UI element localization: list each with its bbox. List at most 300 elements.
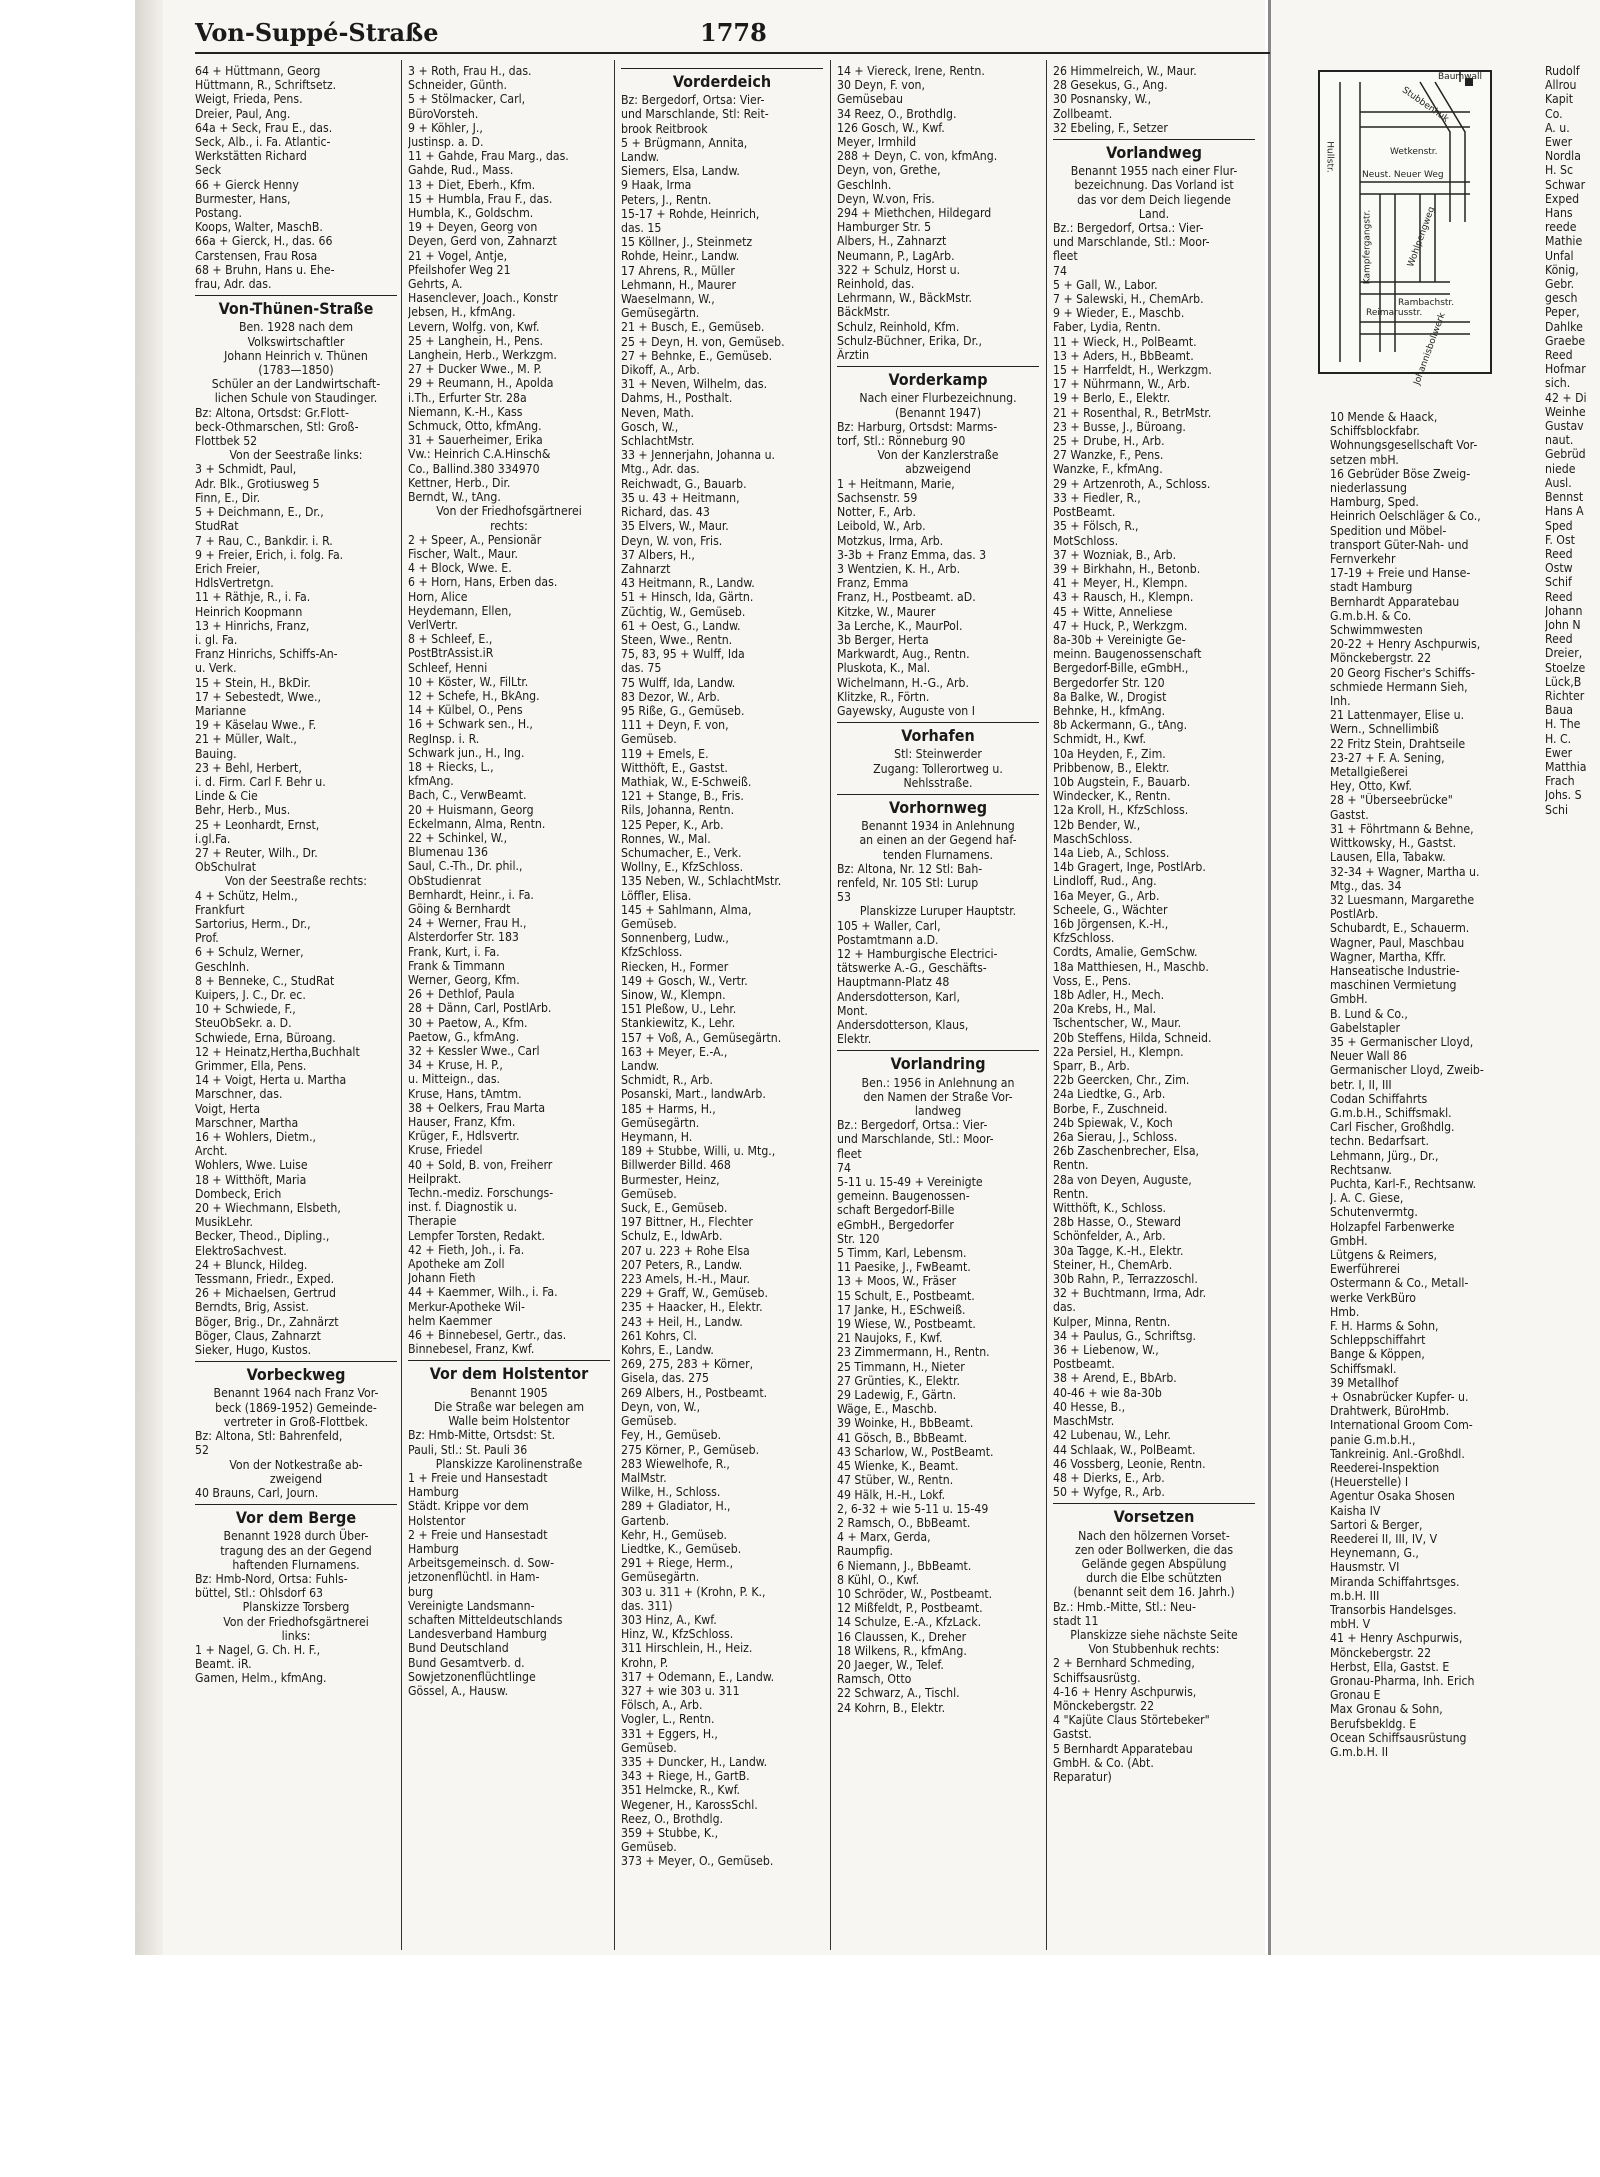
directory-entry: 15 + Humbla, Frau F., das.	[408, 191, 553, 206]
directory-entry: 5-11 u. 15-49 + Vereinigte	[837, 1175, 983, 1190]
street-note: Von Stubbenhuk rechts:	[1088, 1642, 1220, 1657]
directory-entry: 20 + Wiechmann, Elsbeth,	[195, 1201, 341, 1216]
directory-entry: Metallgießerei	[1330, 765, 1408, 780]
directory-entry: 12 + Hamburgische Electrici-	[837, 946, 998, 961]
page-header	[195, 18, 1270, 52]
directory-entry: 16 Gebrüder Böse Zweig-	[1330, 466, 1471, 481]
directory-entry: 322 + Schulz, Horst u.	[837, 262, 961, 277]
directory-entry: Schwiede, Erna, Büroang.	[195, 1030, 336, 1045]
directory-entry: Städt. Krippe vor dem	[408, 1499, 529, 1514]
directory-entry: Mont.	[837, 1003, 868, 1018]
directory-entry: Zollbeamt.	[1053, 106, 1113, 121]
directory-entry: 30 + Paetow, A., Kfm.	[408, 1015, 528, 1030]
directory-entry: StudRat	[195, 519, 239, 534]
directory-entry: Hamburg, Sped.	[1330, 495, 1419, 510]
directory-entry: 7 + Salewski, H., ChemArb.	[1053, 292, 1204, 307]
directory-entry: Kulper, Minna, Rentn.	[1053, 1314, 1171, 1329]
directory-entry: Holzapfel Farbenwerke	[1330, 1219, 1455, 1234]
directory-entry: i.Th., Erfurter Str. 28a	[408, 390, 527, 405]
directory-entry: Horn, Alice	[408, 589, 468, 604]
directory-entry: Fernverkehr	[1330, 552, 1396, 567]
directory-entry: 47 + Huck, P., Werkzgm.	[1053, 618, 1188, 633]
directory-entry: 27 + Behnke, E., Gemüseb.	[621, 348, 773, 363]
directory-entry: Heinrich Oelschläger & Co.,	[1330, 509, 1481, 524]
directory-entry: Bz.: Bergedorf, Ortsa.: Vier-	[1053, 221, 1204, 236]
directory-entry: Schwark jun., H., Ing.	[408, 745, 525, 760]
directory-entry: 39 Metallhof	[1330, 1375, 1399, 1390]
directory-entry: 42 Lubenau, W., Lehr.	[1053, 1428, 1171, 1443]
directory-entry: Gemüseb.	[621, 1186, 677, 1201]
directory-entry: Koops, Walter, MaschB.	[195, 220, 323, 235]
street-note: landweg	[914, 1104, 962, 1119]
directory-entry: 18 + Witthöft, Maria	[195, 1172, 307, 1187]
street-note: Ben. 1928 nach dem	[238, 320, 354, 335]
directory-entry: 2 Ramsch, O., BbBeamt.	[837, 1515, 971, 1530]
directory-entry: Inh.	[1330, 694, 1351, 709]
directory-entry: 13 + Hinrichs, Franz,	[195, 618, 310, 633]
directory-entry: Therapie	[408, 1214, 457, 1229]
directory-entry: Tessmann, Friedr., Exped.	[195, 1272, 335, 1287]
directory-entry: 22b Geercken, Chr., Zim.	[1053, 1073, 1190, 1088]
directory-entry: International Groom Com-	[1330, 1418, 1473, 1433]
directory-entry: Gemüsegärtn.	[621, 1115, 700, 1130]
directory-entry: 45 + Witte, Anneliese	[1053, 604, 1173, 619]
facing-page-entry: Nordla	[1545, 149, 1581, 164]
directory-column-5	[1053, 64, 1255, 1784]
directory-entry: Fey, H., Gemüseb.	[621, 1428, 722, 1443]
street-note: Johann Heinrich v. Thünen	[224, 348, 368, 363]
directory-entry: Bernhardt, Heinr., i. Fa.	[408, 887, 534, 902]
directory-entry: 18b Adler, H., Mech.	[1053, 988, 1165, 1002]
directory-entry: Heinrich Koopmann	[195, 604, 303, 619]
directory-entry: 20b Steffens, Hilda, Schneid.	[1053, 1030, 1212, 1045]
street-note: Planskizze siehe nächste Seite	[1070, 1627, 1238, 1642]
facing-page-entry: Gebrüd	[1545, 447, 1586, 462]
directory-entry: Motzkus, Irma, Arb.	[837, 533, 944, 548]
directory-entry: 32-34 + Wagner, Martha u.	[1330, 864, 1480, 879]
directory-entry: Eckelmann, Alma, Rentn.	[408, 816, 546, 831]
directory-entry: 28b Hasse, O., Steward	[1053, 1215, 1182, 1230]
street-note: Benannt 1955 nach einer Flur-	[1070, 164, 1238, 179]
directory-entry: 261 Kohrs, Cl.	[621, 1328, 698, 1343]
directory-entry: Binnebesel, Franz, Kwf.	[408, 1342, 535, 1357]
directory-entry: BäckMstr.	[837, 305, 890, 320]
directory-entry: 289 + Gladiator, H.,	[621, 1499, 731, 1514]
directory-entry: Rentn.	[1053, 1186, 1089, 1201]
directory-entry: renfeld, Nr. 105 Stl: Lurup	[837, 875, 979, 890]
directory-entry: 12b Bender, W.,	[1053, 817, 1141, 832]
directory-entry: 151 Pleßow, U., Lehr.	[621, 1002, 737, 1017]
directory-entry: 83 Dezor, W., Arb.	[621, 689, 720, 704]
directory-entry: Fischer, Walt., Maur.	[408, 546, 518, 561]
directory-entry: Pluskota, K., Mal.	[837, 661, 931, 676]
directory-entry: 288 + Deyn, C. von, kfmAng.	[837, 149, 998, 164]
directory-entry: Sinow, W., Klempn.	[621, 988, 726, 1002]
directory-entry: Bach, C., VerwBeamt.	[408, 788, 527, 803]
directory-entry: 3 + Schmidt, Paul,	[195, 462, 297, 477]
column-divider	[614, 60, 615, 1950]
facing-page-entry: Baua	[1545, 703, 1573, 718]
directory-entry: 5 + Stölmacker, Carl,	[408, 92, 526, 107]
facing-page-entry: König,	[1545, 262, 1579, 277]
directory-entry: Heymann, H.	[621, 1130, 693, 1145]
street-note: Von der Friedhofsgärtnerei	[436, 504, 582, 519]
directory-entry: Gayewsky, Auguste von I	[837, 703, 975, 718]
sketch-map-drawing	[1320, 72, 1490, 372]
directory-entry: Humbla, K., Goldschm.	[408, 206, 534, 221]
directory-entry: Ronnes, W., Mal.	[621, 831, 711, 846]
directory-entry: 243 + Heil, H., Landw.	[621, 1314, 743, 1329]
directory-entry: Gronau-Pharma, Inh. Erich	[1330, 1674, 1475, 1689]
directory-entry: 25 Timmann, H., Nieter	[837, 1359, 965, 1374]
directory-entry: niederlassung	[1330, 481, 1408, 496]
directory-entry: Schiffsblockfabr.	[1330, 424, 1420, 439]
directory-entry: 31 + Neven, Wilhelm, das.	[621, 377, 768, 392]
directory-entry: Gemüsegärtn.	[621, 306, 700, 321]
directory-entry: Werkstätten Richard	[195, 149, 307, 164]
street-note: Von der Notkestraße ab-	[229, 1457, 363, 1472]
directory-entry: Löffler, Elisa.	[621, 888, 692, 903]
street-heading: Vorlandring	[890, 1054, 986, 1074]
facing-page-entry: 42 + Di	[1545, 390, 1587, 405]
directory-entry: 27 + Ducker Wwe., M. P.	[408, 362, 542, 377]
directory-entry: Sartori & Berger,	[1330, 1517, 1423, 1532]
directory-entry: Merkur-Apotheke Wil-	[408, 1299, 525, 1314]
directory-entry: Sieker, Hugo, Kustos.	[195, 1343, 312, 1358]
street-heading: Vorderkamp	[888, 370, 988, 390]
directory-entry: 207 Peters, R., Landw.	[621, 1257, 743, 1272]
directory-entry: RegInsp. i. R.	[408, 731, 480, 746]
facing-page-entry: Sped	[1545, 518, 1573, 533]
directory-entry: 10 Mende & Haack,	[1330, 410, 1438, 424]
directory-entry: MotSchloss.	[1053, 533, 1119, 548]
directory-entry: Bz.: Hmb.-Mitte, Stl.: Neu-	[1053, 1599, 1196, 1614]
directory-entry: Kitzke, W., Maurer	[837, 604, 936, 619]
directory-entry: Linde & Cie	[195, 789, 258, 804]
directory-entry: i.gl.Fa.	[195, 831, 231, 846]
directory-entry: GmbH. & Co. (Abt.	[1053, 1755, 1154, 1770]
directory-entry: Hasenclever, Joach., Konstr	[408, 291, 558, 306]
directory-entry: 19 Wiese, W., Postbeamt.	[837, 1317, 976, 1332]
directory-entry: Mönckebergstr. 22	[1053, 1698, 1155, 1713]
directory-entry: Schleef, Henni	[408, 660, 488, 675]
directory-entry: Lempfer Torsten, Redakt.	[408, 1228, 546, 1243]
directory-entry: Pfeilshofer Weg 21	[408, 262, 511, 277]
directory-entry: Spedition und Möbel-	[1330, 523, 1447, 538]
directory-entry: 17 Ahrens, R., Müller	[621, 263, 735, 278]
street-heading: Vorsetzen	[1113, 1507, 1195, 1527]
directory-entry: 207 u. 223 + Rohe Elsa	[621, 1243, 750, 1258]
directory-entry: Str. 120	[837, 1231, 880, 1246]
street-note: Von der Seestraße links:	[229, 448, 363, 463]
directory-entry: Langhein, Herb., Werkzgm.	[408, 348, 557, 363]
directory-entry: Andersdotterson, Karl,	[837, 989, 960, 1004]
street-note: Land.	[1138, 206, 1170, 221]
book-spine	[135, 0, 163, 1955]
directory-entry: Marschner, das.	[195, 1087, 283, 1102]
directory-entry: schaften Mitteldeutschlands	[408, 1612, 563, 1627]
facing-page-entry: Ausl.	[1545, 475, 1572, 490]
directory-entry: Germanischer Lloyd, Zweib-	[1330, 1063, 1484, 1078]
directory-entry: B. Lund & Co.,	[1330, 1006, 1408, 1021]
street-heading: Vorhafen	[901, 726, 975, 746]
directory-entry: Gehrts, A.	[408, 277, 463, 292]
directory-entry: Reinhold, das.	[837, 277, 915, 292]
directory-entry: Posanski, Mart., landwArb.	[621, 1087, 766, 1102]
directory-entry: Neuer Wall 86	[1330, 1049, 1407, 1064]
directory-entry: Reez, O., Brothdlg.	[621, 1811, 724, 1826]
directory-entry: Züchtig, W., Gemüseb.	[621, 604, 746, 619]
directory-entry: MaschMstr.	[1053, 1414, 1115, 1429]
directory-entry: u. Verk.	[195, 661, 237, 676]
directory-entry: Landesverband Hamburg	[408, 1627, 547, 1642]
directory-entry: 49 Hälk, H.-H., Lokf.	[837, 1487, 946, 1502]
directory-entry: Wegener, H., KarossSchl.	[621, 1797, 758, 1812]
directory-entry: 50 + Wyfge, R., Arb.	[1053, 1485, 1165, 1500]
directory-entry: 21 Naujoks, F., Kwf.	[837, 1331, 943, 1346]
directory-entry: Gemüseb.	[621, 732, 677, 747]
directory-entry: Bz: Altona, Nr. 12 Stl: Bah-	[837, 861, 983, 876]
directory-entry: Schubardt, E., Schauerm.	[1330, 921, 1470, 936]
directory-entry: Vogler, L., Rentn.	[621, 1712, 715, 1727]
directory-entry: Gemüseb.	[621, 1840, 677, 1855]
directory-entry: 311 Hirschlein, H., Heiz.	[621, 1641, 753, 1656]
directory-entry: 5 + Brügmann, Annita,	[621, 135, 748, 150]
directory-entry: Wagner, Martha, Kffr.	[1330, 949, 1447, 964]
directory-entry: Stankiewitz, K., Lehr.	[621, 1016, 736, 1031]
directory-entry: 42 + Fieth, Joh., i. Fa.	[408, 1242, 525, 1257]
directory-entry: Rohde, Heinr., Landw.	[621, 249, 740, 264]
directory-entry: 30 Deyn, F. von,	[837, 78, 925, 93]
directory-entry: Blumenau 136	[408, 845, 488, 860]
directory-entry: Bz: Bergedorf, Ortsa: Vier-	[621, 93, 765, 108]
street-note: tragung des an der Gegend	[220, 1543, 372, 1558]
directory-entry: Schumacher, E., Verk.	[621, 845, 742, 860]
directory-entry: 74	[837, 1160, 851, 1175]
directory-entry: Niemann, K.-H., Kass	[408, 404, 523, 419]
directory-entry: Gemüsegärtn.	[621, 1570, 700, 1585]
directory-entry: Gahde, Rud., Mass.	[408, 163, 514, 178]
directory-entry: Schmidt, H., Kwf.	[1053, 732, 1146, 747]
directory-entry: Postamtmann a.D.	[837, 932, 939, 947]
directory-entry: Vw.: Heinrich C.A.Hinsch&	[408, 447, 551, 462]
facing-page-entry: Co.	[1545, 106, 1563, 121]
directory-entry: 24a Liedtke, G., Arb.	[1053, 1087, 1166, 1102]
directory-entry: Elektr.	[837, 1032, 872, 1047]
directory-entry: 23 + Busse, J., Büroang.	[1053, 419, 1186, 434]
directory-entry: 33 + Jennerjahn, Johanna u.	[621, 448, 776, 463]
directory-entry: Levern, Wolfg. von, Kwf.	[408, 319, 540, 334]
directory-entry: 6 + Schulz, Werner,	[195, 945, 304, 960]
map-label: Baumwall	[1438, 72, 1483, 82]
directory-entry: tätswerke A.-G., Geschäfts-	[837, 961, 987, 976]
directory-entry: Marianne	[195, 703, 247, 718]
facing-page-entry: Kapit	[1545, 92, 1573, 107]
street-note: das vor dem Deich liegende	[1077, 192, 1231, 207]
directory-entry: Schönfelder, A., Arb.	[1053, 1229, 1166, 1244]
directory-entry: 303 u. 311 + (Krohn, P. K.,	[621, 1584, 766, 1599]
directory-entry: Hmb.	[1330, 1304, 1360, 1319]
directory-entry: 3 + Roth, Frau H., das.	[408, 64, 532, 78]
directory-entry: 6 + Horn, Hans, Erben das.	[408, 575, 558, 590]
directory-entry: 26a Sierau, J., Schloss.	[1053, 1130, 1178, 1145]
directory-entry: Lehmann, Jürg., Dr.,	[1330, 1148, 1439, 1163]
directory-entry: 75 Wulff, Ida, Landw.	[621, 675, 736, 690]
directory-entry: 3b Berger, Herta	[837, 632, 929, 647]
directory-entry: m.b.H. III	[1330, 1588, 1380, 1603]
directory-entry: Frank, Kurt, i. Fa.	[408, 944, 500, 959]
directory-entry: Mönckebergstr. 22	[1330, 1645, 1432, 1660]
directory-entry: Deyn, von, W.,	[621, 1399, 701, 1414]
facing-page-entry: Dahlke	[1545, 319, 1583, 334]
facing-page-entry: Ostw	[1545, 561, 1573, 576]
facing-page-entry: Weinhe	[1545, 404, 1586, 419]
directory-entry: Kuipers, J. C., Dr. ec.	[195, 988, 306, 1002]
directory-entry: 25 + Leonhardt, Ernst,	[195, 817, 320, 832]
directory-entry: 37 Albers, H.,	[621, 547, 695, 562]
directory-entry: Co., Ballind.380 334970	[408, 461, 540, 476]
directory-entry: Heilprakt.	[408, 1171, 462, 1186]
directory-entry: 2 + Freie und Hansestadt	[408, 1527, 548, 1542]
directory-entry: Weigt, Frieda, Pens.	[195, 92, 303, 107]
directory-entry: 17 + Nührmann, W., Arb.	[1053, 377, 1191, 392]
directory-entry: 39 + Birkhahn, H., Betonb.	[1053, 561, 1201, 576]
directory-entry: 66a + Gierck, H., das. 66	[195, 234, 333, 249]
directory-entry: Gisela, das. 275	[621, 1371, 710, 1386]
directory-entry: Gemüseb.	[621, 1740, 677, 1755]
directory-entry: Tschentscher, W., Maur.	[1053, 1016, 1182, 1031]
directory-entry: Bz: Altona, Ortsdst: Gr.Flott-	[195, 405, 349, 420]
directory-entry: 8 + Benneke, C., StudRat	[195, 973, 335, 988]
directory-entry: Wanzke, F., kfmAng.	[1053, 462, 1163, 477]
directory-entry: i. gl. Fa.	[195, 632, 238, 647]
directory-entry: Finn, E., Dir.	[195, 490, 261, 505]
facing-page-entry: naut.	[1545, 433, 1574, 448]
directory-entry: und Marschlande, Stl: Reit-	[621, 107, 769, 122]
directory-entry: 43 Scharlow, W., PostBeamt.	[837, 1444, 994, 1459]
directory-entry: Sparr, B., Arb.	[1053, 1059, 1130, 1074]
directory-entry: 29 + Artzenroth, A., Schloss.	[1053, 476, 1211, 491]
directory-entry: KfzSchloss.	[1053, 931, 1115, 946]
directory-entry: Witthöft, K., Schloss.	[1053, 1201, 1167, 1216]
directory-entry: 44 Schlaak, W., PolBeamt.	[1053, 1442, 1196, 1457]
column-divider	[830, 60, 831, 1950]
directory-entry: Schutenvermtg.	[1330, 1205, 1418, 1220]
directory-entry: 18a Matthiesen, H., Maschb.	[1053, 959, 1209, 974]
directory-entry: 269, 275, 283 + Körner,	[621, 1357, 754, 1372]
directory-entry: Kettner, Herb., Dir.	[408, 475, 511, 490]
directory-entry: 25 + Deyn, H. von, Gemüseb.	[621, 334, 785, 349]
directory-entry: Reichwadt, G., Bauarb.	[621, 476, 747, 491]
directory-entry: 24 + Blunck, Hildeg.	[195, 1257, 308, 1272]
directory-entry: Hamburg	[408, 1541, 459, 1556]
directory-entry: 4 + Marx, Gerda,	[837, 1530, 931, 1545]
directory-entry: 22a Persiel, H., Klempn.	[1053, 1044, 1184, 1059]
directory-entry: und Marschlande, Stl.: Moor-	[1053, 235, 1210, 250]
street-note: beck (1869-1952) Gemeinde-	[215, 1400, 377, 1415]
directory-entry: Kaisha IV	[1330, 1503, 1381, 1518]
directory-entry: Klitzke, R., Förtn.	[837, 689, 930, 704]
directory-entry: 335 + Duncker, H., Landw.	[621, 1754, 768, 1769]
directory-entry: Lehmann, H., Maurer	[621, 277, 736, 292]
directory-entry: Franz Hinrichs, Schiffs-An-	[195, 647, 338, 662]
directory-entry: Vereinigte Landsmann-	[408, 1598, 535, 1613]
directory-entry: Jebsen, H., kfmAng.	[408, 305, 516, 320]
directory-entry: 15 + Harrfeldt, H., Werkzgm.	[1053, 363, 1212, 378]
directory-entry: 27 Wanzke, F., Pens.	[1053, 448, 1164, 463]
directory-entry: Suck, E., Gemüseb.	[621, 1201, 728, 1216]
directory-entry: 11 Paesike, J., FwBeamt.	[837, 1260, 971, 1275]
directory-entry: 9 + Freier, Erich, i. folg. Fa.	[195, 547, 344, 562]
directory-entry: Burmester, Hans,	[195, 191, 291, 206]
directory-entry: setzen mbH.	[1330, 452, 1399, 467]
directory-entry: 8 Kühl, O., Kwf.	[837, 1572, 920, 1587]
directory-entry: Bund Gesamtverb. d.	[408, 1655, 525, 1670]
street-note: Zugang: Tollerortweg u.	[873, 761, 1003, 776]
directory-entry: Gartenb.	[621, 1513, 670, 1528]
directory-entry: 61 + Oest, G., Landw.	[621, 618, 741, 633]
directory-entry: 12a Kroll, H., KfzSchloss.	[1053, 803, 1189, 818]
directory-entry: 121 + Stange, B., Fris.	[621, 789, 744, 804]
facing-page-entry: Reed	[1545, 546, 1573, 561]
directory-entry: Ostermann & Co., Metall-	[1330, 1276, 1469, 1291]
directory-entry: Alsterdorfer Str. 183	[408, 930, 519, 945]
facing-page-entry: Graebe	[1545, 333, 1586, 348]
directory-entry: Raumpfig.	[837, 1544, 894, 1559]
directory-entry: Liedtke, K., Gemüseb.	[621, 1541, 742, 1556]
directory-entry: 275 Körner, P., Gemüseb.	[621, 1442, 760, 1457]
directory-entry: Landw.	[621, 150, 660, 165]
directory-entry: Meyer, Irmhild	[837, 135, 917, 150]
directory-entry: Mtg., Adr. das.	[621, 462, 700, 477]
street-note: Von der Kanzlerstraße	[877, 448, 999, 463]
facing-page-entry: H. The	[1545, 717, 1581, 732]
directory-entry: Behr, Herb., Mus.	[195, 803, 291, 818]
directory-entry: panie G.m.b.H.,	[1330, 1432, 1416, 1447]
directory-entry: KfzSchloss.	[621, 945, 683, 960]
street-note: Nehlsstraße.	[903, 775, 973, 790]
directory-entry: Paetow, G., kfmAng.	[408, 1029, 520, 1044]
directory-entry: Borbe, F., Zuschneid.	[1053, 1101, 1168, 1116]
directory-entry: Albers, H., Zahnarzt	[837, 234, 947, 249]
directory-entry: 23-27 + F. A. Sening,	[1330, 750, 1445, 765]
street-heading: Vorhornweg	[888, 797, 988, 817]
directory-entry: Ramsch, Otto	[837, 1672, 912, 1687]
directory-entry: 1 + Nagel, G. Ch. H. F.,	[195, 1642, 321, 1657]
directory-entry: Adr. Blk., Grotiusweg 5	[195, 476, 320, 491]
directory-entry: Schmuck, Otto, kfmAng.	[408, 419, 542, 434]
directory-entry: schmiede Hermann Sieh,	[1330, 679, 1468, 694]
directory-entry: Pauli, Stl.: St. Pauli 36	[408, 1442, 528, 1457]
directory-entry: Bund Deutschland	[408, 1641, 509, 1656]
directory-entry: ObSchulrat	[195, 860, 257, 875]
directory-entry: 33 + Fiedler, R.,	[1053, 490, 1141, 505]
directory-entry: 14 + Külbel, O., Pens	[408, 703, 523, 718]
directory-entry: 51 + Hinsch, Ida, Gärtn.	[621, 590, 754, 605]
directory-entry: 269 Albers, H., Postbeamt.	[621, 1385, 768, 1400]
directory-entry: Arbeitsgemeinsch. d. Sow-	[408, 1556, 555, 1571]
directory-entry: 303 Hinz, A., Kwf.	[621, 1612, 717, 1627]
directory-entry: PostBtrAssist.iR	[408, 646, 494, 661]
directory-entry: Gamen, Helm., kfmAng.	[195, 1671, 327, 1686]
directory-entry: Geschlnh.	[837, 177, 892, 192]
directory-entry: 15 Köllner, J., Steinmetz	[621, 235, 753, 250]
directory-entry: Bz.: Bergedorf, Ortsa.: Vier-	[837, 1118, 988, 1133]
directory-entry: 25 + Langhein, H., Pens.	[408, 333, 544, 348]
directory-entry: Bz: Hmb-Mitte, Ortsdst: St.	[408, 1428, 556, 1443]
directory-entry: J. A. C. Giese,	[1330, 1191, 1404, 1206]
directory-entry: Billwerder Billd. 468	[621, 1158, 731, 1173]
